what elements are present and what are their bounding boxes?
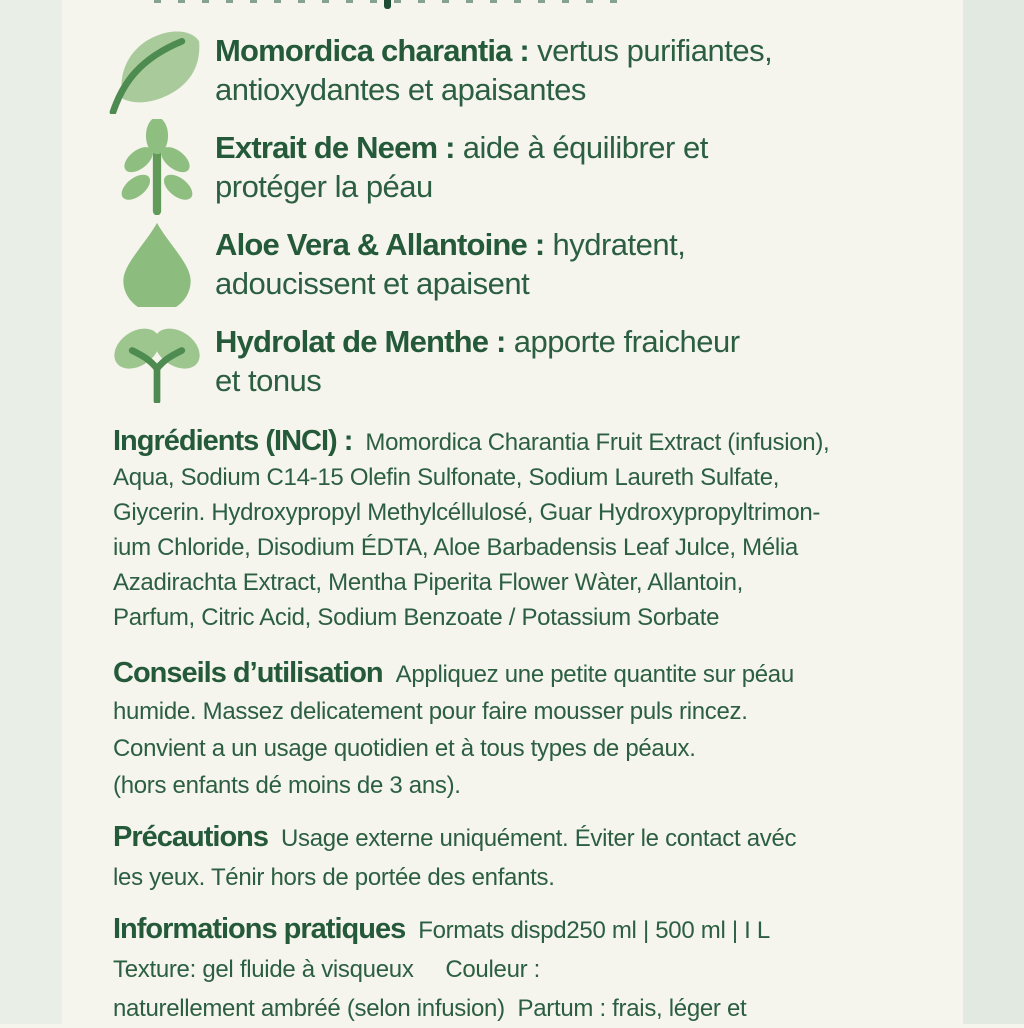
section-ingredients <box>113 424 963 635</box>
list-item-momordica <box>98 30 898 110</box>
section-usage-body: Appliquez une petite quantite sur péau humide. Massez delicatement pour faire mousser puls rincez. Convient a un usage quotidien et à tous types de péaux. (hors enfants dé moins de 3 ans). <box>113 661 794 799</box>
key-ingredients-list <box>98 30 898 418</box>
cropped-text-descender <box>384 0 391 9</box>
feature-term: Aloe Vera & Allantoine : <box>215 227 545 262</box>
branch-icon <box>98 119 215 215</box>
feature-term: Hydrolat de Menthe : <box>215 324 506 359</box>
feature-description: vertus purifiantes, antioxydantes et apaisantes <box>215 33 773 107</box>
section-precautions <box>113 818 963 897</box>
list-item-aloe <box>98 224 898 304</box>
section-practical-info <box>113 910 963 1028</box>
list-item-neem <box>98 127 898 207</box>
feature-description: aide à équilibrer et protéger la péau <box>215 130 708 204</box>
feature-term: Extrait de Neem : <box>215 130 455 165</box>
background-left-band <box>0 0 62 1024</box>
section-precautions-body: Usage externe uniquément. Éviter le contact avéc les yeux. Ténir hors de portée des enfants. <box>113 825 797 891</box>
section-usage-heading: Conseils d’utilisation <box>113 657 383 689</box>
background-right-band <box>963 0 1024 1024</box>
sprout-icon <box>98 319 215 403</box>
water-drop-icon <box>98 221 215 307</box>
leaf-icon <box>98 26 215 114</box>
feature-text <box>215 31 772 109</box>
section-ingredients-body: Momordica Charantia Fruit Extract (infusion), Aqua, Sodium C14-15 Olefin Sulfonate, Sodium Laureth Sulfate, Giycerin. Hydroxypropyl Methylcéllulosé, Guar Hydroxypropyltrimon- ium Chloride, Disodium ÉDTA, Aloe Barbadensis Leaf Julce, Mélia Azadirachta Extract, Mentha Piperita Flower Wàter, Allantoin, Parfum, Citric Acid, Sodium Benzoate / Potassium Sorbate <box>113 429 830 631</box>
section-precautions-heading: Précautions <box>113 821 268 853</box>
feature-description: apporte fraicheur et tonus <box>215 324 740 398</box>
section-usage-advice <box>113 655 963 804</box>
feature-text <box>215 128 708 206</box>
feature-text <box>215 322 740 400</box>
feature-text <box>215 225 685 303</box>
feature-term: Momordica charantia : <box>215 33 529 68</box>
feature-description: hydratent, adoucissent et apaisent <box>215 227 686 301</box>
list-item-menthe <box>98 321 898 401</box>
section-practical-info-heading: Informations pratiques <box>113 913 406 945</box>
section-ingredients-heading: Ingrédients (INCI) : <box>113 425 353 457</box>
section-practical-info-body: Formats dispd250 ml | 500 ml | I L Texture: gel fluide à visqueux Couleur : naturellement ambréé (selon infusion) Partum : frais, léger et <box>113 917 770 1022</box>
